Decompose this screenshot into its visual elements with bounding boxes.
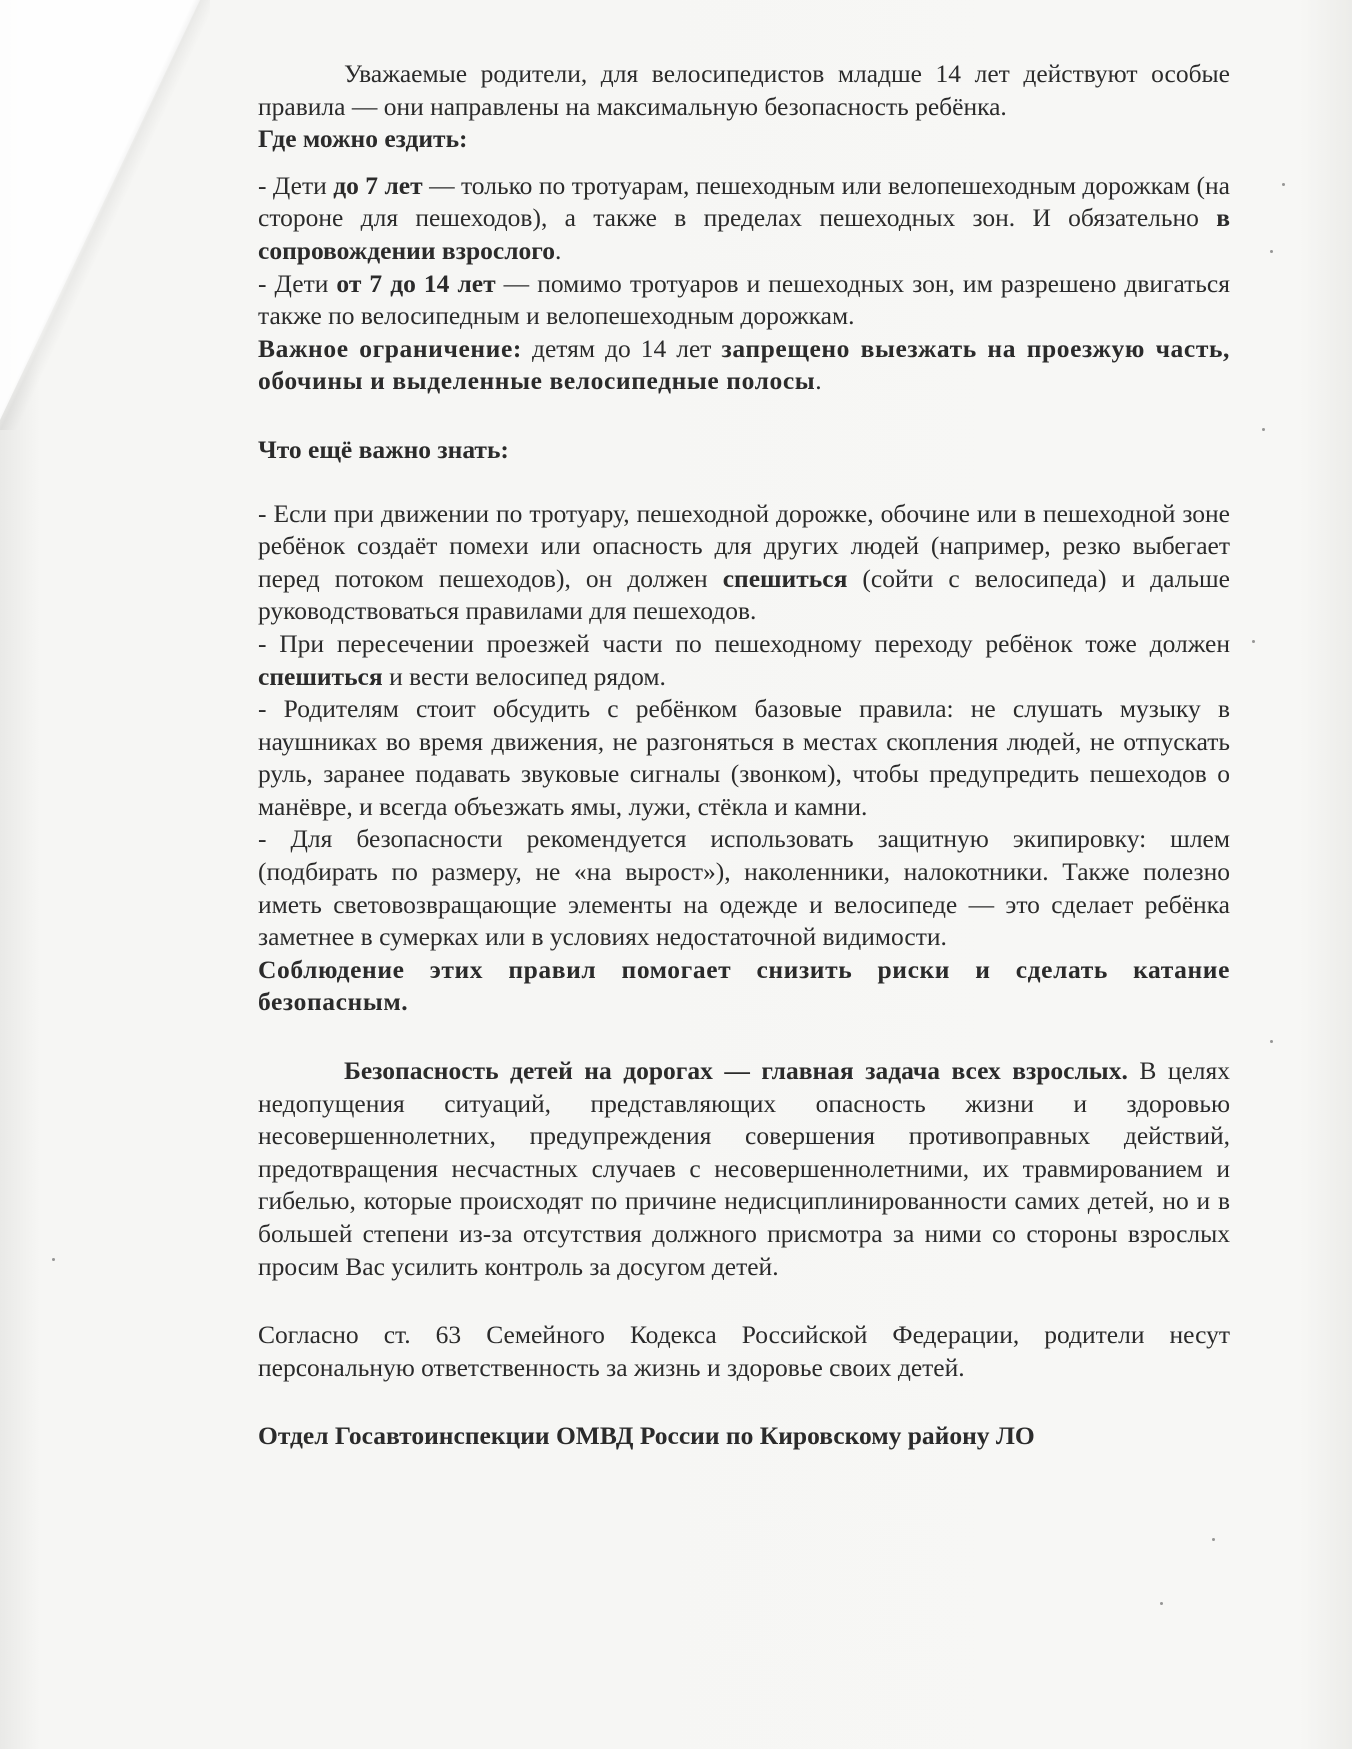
rule-7-to-14-age: от 7 до 14 лет	[336, 268, 496, 298]
restriction-label: Важное ограничение:	[258, 333, 522, 363]
signature: Отдел Госавтоинспекции ОМВД России по Кировскому району ЛО	[258, 1421, 1035, 1451]
item-protective-gear: - Для безопасности рекомендуется использовать защитную экипировку: шлем (подбирать по размеру, не «на вырост»), наколенники, налокотники. Также полезно иметь световозвращающие элементы на одежде и велосипеде — это сделает ребёнка заметнее в сумерках или в условиях недостаточной видимости.	[258, 824, 1230, 952]
spacer	[258, 467, 1230, 498]
spacer	[258, 1384, 1230, 1420]
fold-shadow	[0, 0, 210, 430]
item-dismount-sidewalk	[258, 498, 1230, 628]
rule-under-7-text: - Дети	[258, 170, 334, 200]
item-1-bold: спешиться	[722, 563, 848, 593]
law-paragraph: Согласно ст. 63 Семейного Кодекса Российской Федерации, родители несут персональную ответственность за жизнь и здоровье своих детей.	[258, 1320, 1230, 1382]
scan-speck	[1262, 428, 1265, 431]
spacer	[258, 398, 1230, 434]
rule-under-7-age: до 7 лет	[333, 170, 423, 200]
safety-lead: Безопасность детей на дорогах — главная задача всех взрослых.	[344, 1056, 1128, 1086]
item-basic-rules: - Родителям стоит обсудить с ребёнком базовые правила: не слушать музыку в наушниках во время движения, не разгоняться в местах скопления людей, не отпускать руль, заранее подавать звуковые сигналы (звонком), чтобы предупредить пешеходов о манёвре, и всегда объезжать ямы, лужи, стёкла и камни.	[258, 694, 1230, 821]
scan-speck	[1160, 1602, 1163, 1605]
spacer	[258, 1019, 1230, 1055]
item-2-text-2: и вести велосипед рядом.	[382, 661, 666, 691]
rule-7-to-14-text-2: — помимо тротуаров и пешеходных зон, им разрешено двигаться также по велосипедным и велопешеходным дорожкам.	[258, 268, 1230, 331]
item-1-text-2: (сойти с велосипеда) и дальше руководствоваться правилами для пешеходов.	[258, 563, 1230, 626]
rule-7-to-14	[258, 268, 1230, 333]
item-dismount-crossing	[258, 628, 1230, 693]
where-heading: Где можно ездить:	[258, 124, 468, 154]
rule-under-7-text-2: — только по тротуарам, пешеходным или велопешеходным дорожкам (на стороне для пешеходов), а также в пределах пешеходных зон. И обязательно	[258, 170, 1230, 233]
scan-speck	[1282, 183, 1285, 186]
document-body	[258, 58, 1230, 1453]
item-2-bold: спешиться	[258, 661, 383, 691]
rule-under-7-accompaniment: в сопровождении взрослого	[258, 203, 1230, 265]
safety-paragraph	[258, 1055, 1230, 1283]
important-heading: Что ещё важно знать:	[258, 434, 509, 464]
rule-under-7	[258, 170, 1230, 268]
spacer	[258, 1283, 1230, 1319]
restriction-end: .	[815, 366, 822, 396]
scan-speck	[52, 1258, 55, 1261]
safety-text: В целях недопущения ситуаций, представляющих опасность жизни и здоровью несовершеннолетних, предупреждения совершения противоправных действий, предотвращения несчастных случаев с несовершеннолетними, их травмированием и гибелью, которые происходят по причине недисциплинированности самих детей, но и в большей степени из-за отсутствия должного присмотра за ними со стороны взрослых просим Вас усилить контроль за досугом детей.	[258, 1056, 1230, 1281]
intro-paragraph: Уважаемые родители, для велосипедистов младше 14 лет действуют особые правила — они направлены на максимальную безопасность ребёнка.	[258, 59, 1230, 121]
summary-paragraph: Соблюдение этих правил помогает снизить риски и сделать катание безопасным.	[258, 954, 1230, 1017]
item-2-text: - При пересечении проезжей части по пешеходному переходу ребёнок тоже должен	[258, 628, 1230, 658]
restriction-text: детям до 14 лет	[521, 333, 722, 363]
spacer	[258, 156, 1230, 170]
scan-speck	[1212, 1538, 1215, 1541]
important-restriction	[258, 333, 1230, 398]
scan-speck	[1270, 250, 1273, 253]
rule-under-7-end: .	[554, 235, 562, 265]
item-1-text: - Если при движении по тротуару, пешеходной дорожке, обочине или в пешеходной зоне ребёнок создаёт помехи или опасность для других людей (например, резко выбегает перед потоком пешеходов), он должен	[258, 498, 1230, 593]
scan-speck	[1270, 1040, 1273, 1043]
scan-speck	[1252, 640, 1255, 643]
rule-7-to-14-text: - Дети	[258, 268, 337, 298]
restriction-detail: запрещено выезжать на проезжую часть, обочины и выделенные велосипедные полосы	[258, 333, 1230, 396]
